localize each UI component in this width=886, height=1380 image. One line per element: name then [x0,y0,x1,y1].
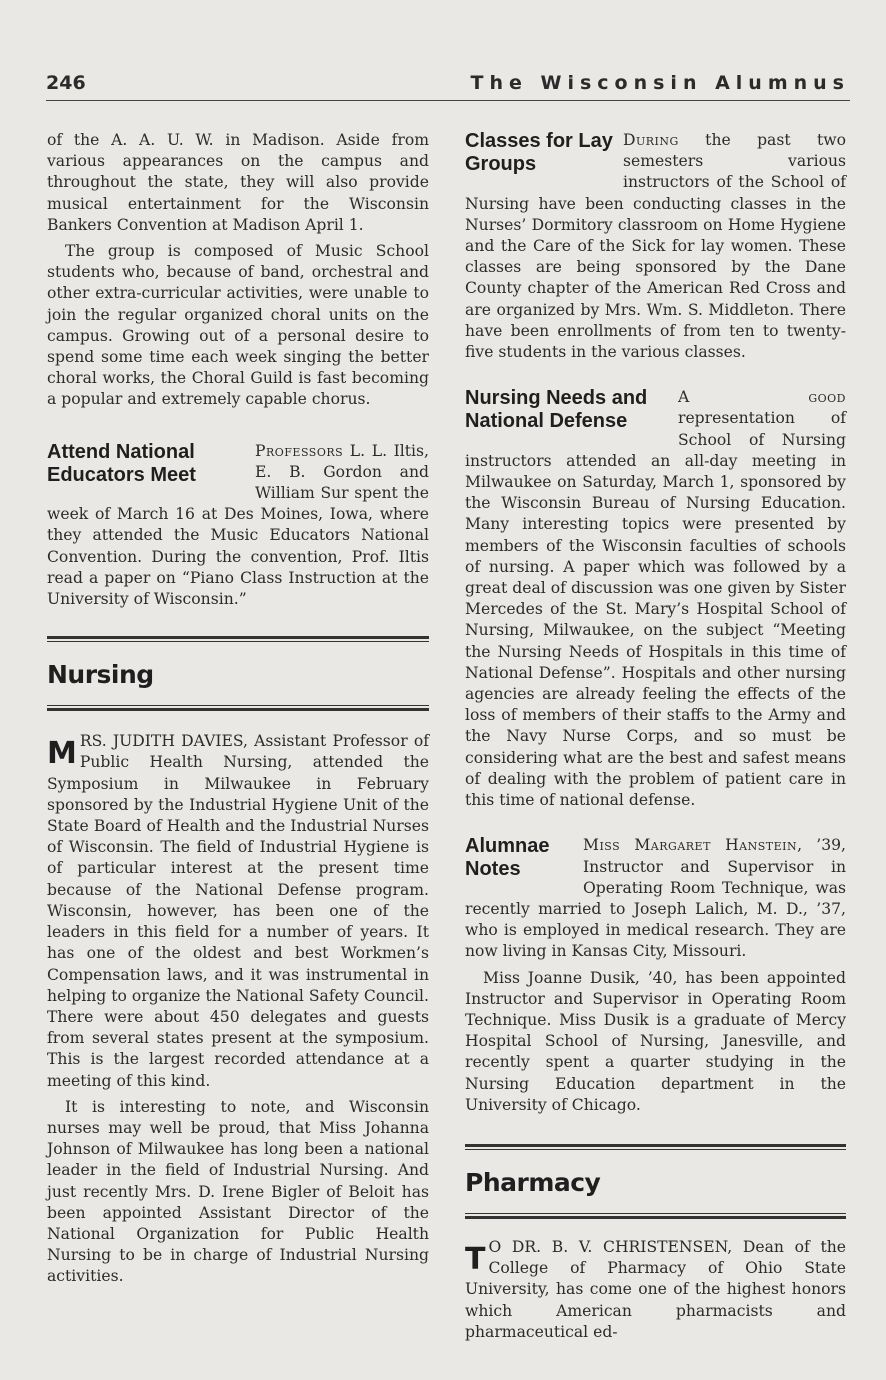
paragraph: It is interesting to note, and Wisconsin nurses may well be proud, that Miss Johanna Johnson of Milwaukee has long been a national leader in the field of Industrial Nursing. And just recently Mrs. D. Irene Bigler of Beloit has been appointed Assistant Director of the National Organization for Public Health Nursing to be in charge of Industrial Nursing activities. [47,1097,429,1286]
rule-bottom [465,1213,846,1219]
section-heading: Nursing Needs and National Defense [465,387,648,433]
page-header [46,72,850,101]
paragraph: O DR. B. V. CHRISTENSEN, Dean of the College of Pharmacy of Ohio State University, has come one of the highest honors which American pharmacists and pharmaceutical ed- [465,1237,846,1341]
pharmacy-article [465,1237,846,1343]
left-column [47,130,429,1288]
nursing-department-banner [47,636,429,711]
paragraph-text: ’39, Instructor and Supervisor in Operating Room Technique, was recently married to Joseph Lalich, M. D., ’37, who is employed in medical research. They are now living in Kansas City, Missouri. [465,836,846,961]
paragraph: of the A. A. U. W. in Madison. Aside from various appearances on the campus and throughout the state, they will also provide musical entertainment for the Wisconsin Bankers Convention at Madison April 1. [47,131,429,234]
lead-small-caps: During [623,131,679,149]
pharmacy-department-banner [465,1144,846,1219]
defense-section [465,387,846,811]
paragraph-text: the past two semesters various instructors of the School of Nursing have been conducting classes in the Nurses’ Dormitory classroom on Home Hygiene and the Care of the Sick for lay women. These classes are being sponsored by the Dane County chapter of the American Red Cross and are organized by Mrs. Wm. S. Middleton. There have been enrollments of from ten to twenty-five students in the various classes. [465,131,846,362]
rule-bottom [47,705,429,711]
rule-top [47,636,429,642]
lead-small-caps: Miss Margaret Hanstein, [583,836,803,855]
lead-small-caps: Professors [255,441,344,460]
classes-section [465,130,846,363]
rule-top [465,1144,846,1150]
department-title: Nursing [47,660,154,690]
paragraph [465,387,846,811]
nursing-article [47,731,429,1287]
section-heading: Attend National Educators Meet [47,440,196,486]
department-title: Pharmacy [465,1167,601,1197]
magazine-title: The Wisconsin Alumnus [470,72,850,94]
paragraph: Miss Joanne Dusik, ’40, has been appointed Instructor and Supervisor in Operating Room Technique. Miss Dusik is a graduate of Mercy Hospital School of Nursing, Janesville, and recently spent a quarter studying in the Nursing Education department in the University of Chicago. [465,968,846,1114]
page-number: 246 [46,72,86,94]
alumnae-section [465,835,846,1116]
educators-section [47,441,429,611]
paragraph: The group is composed of Music School students who, because of band, orchestral and other extra-curricular activities, were unable to join the regular organized choral units on the campus. Growing out of a personal desire to spend some time each week singing the better choral works, the Choral Guild is fast becoming a popular and extremely capable chorus. [47,242,429,409]
lead-small-caps: A good [678,388,846,407]
paragraph: RS. JUDITH DAVIES, Assistant Professor of Public Health Nursing, attended the Symposium in Milwaukee in February sponsored by the Industrial Hygiene Unit of the State Board of Health and the Industrial Nurses of Wisconsin. The field of Industrial Hygiene is of particular interest at the present time because of the National Defense program. Wisconsin, however, has been one of the leaders in this field for a number of years. It has one of the oldest and best Workmen’s Compensation laws, and it was instrumental in helping to organize the National Safety Council. There were about 450 delegates and guests from several states present at the symposium. This is the largest recorded attendance at a meeting of this kind. [47,732,429,1090]
section-heading: Alumnae Notes [465,835,550,881]
right-column [465,130,846,1343]
section-heading: Classes for Lay Groups [465,130,613,175]
drop-cap: M [47,736,77,772]
drop-cap: T [465,1241,486,1277]
paragraph-text: L. L. Iltis, E. B. Gordon and William Sur spent the week of March 16 at Des Moines, Iowa, where they attended the Music Educators National Convention. During the convention, Prof. Iltis read a paper on “Piano Class Instruction at the University of Wisconsin.” [47,441,429,609]
paragraph-text: representation of School of Nursing instructors attended an all-day meeting in Milwaukee on Saturday, March 1, sponsored by the Wisconsin Bureau of Nursing Education. Many interesting topics were presented by members of the Wisconsin faculties of schools of nursing. A paper which was followed by a great deal of discussion was one given by Sister Mercedes of the St. Mary’s Hospital School of Nursing, Milwaukee, on the subject “Meeting the Nursing Needs of Hospitals in this time of National Defense”. Hospitals and other nursing agencies are already feeling the effects of the loss of members of their staffs to the Army and the Navy Nurse Corps, and so must be considering what are the best and safest means of dealing with the problem of patient care in this time of national defense. [465,409,846,810]
